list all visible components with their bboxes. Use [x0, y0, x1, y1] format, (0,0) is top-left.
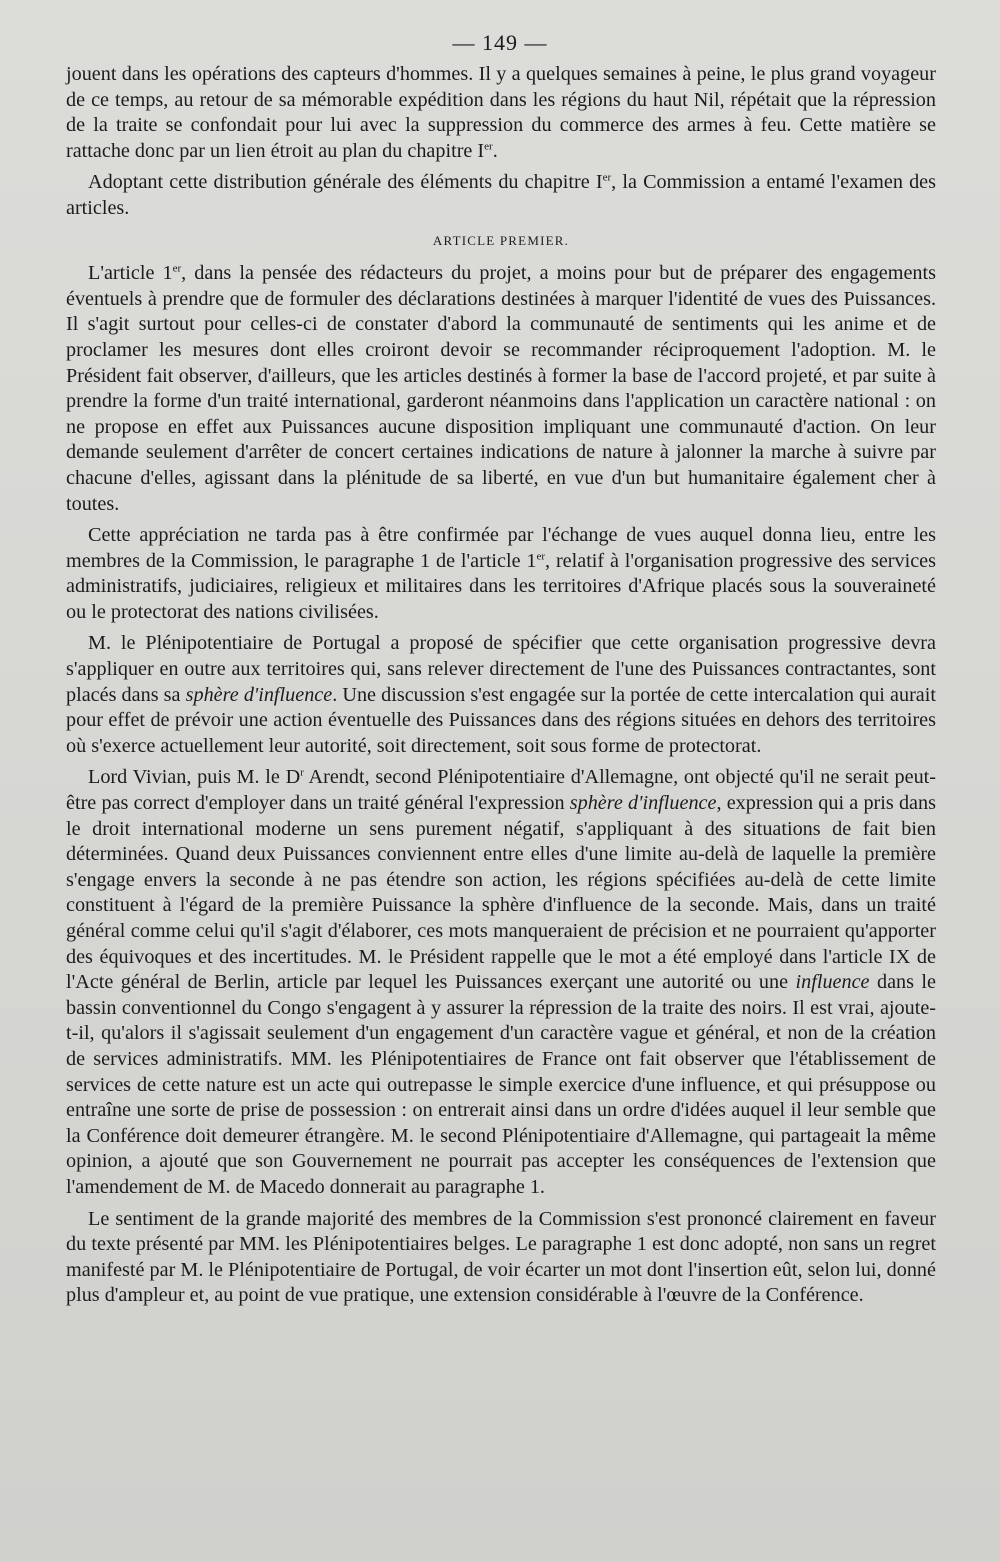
- paragraph-7-text: Le sentiment de la grande majorité des membres de la Commission s'est prononcé clairement en faveur du texte présenté par MM. les Plénipotentiaires belges. Le paragraphe 1 est donc adopté, non sans un regret manifesté par M. le Plénipotentiaire de Portugal, de voir écarter un mot dont l'insertion eût, selon lui, donné plus d'ampleur et, au point de vue pratique, une extension considérable à l'œuvre de la Conférence.: [66, 1207, 936, 1307]
- italic-term: influence: [795, 971, 870, 994]
- paragraph-4-text-a: Cette appréciation ne tarda pas à être confirmée par l'échange de vues auquel donna lieu, entre les membres de la Commission, le paragraphe 1 de l'article 1: [66, 524, 936, 572]
- paragraph-3-text-a: L'article 1: [88, 262, 173, 285]
- paragraph-2-text-a: Adoptant cette distribution générale des éléments du chapitre I: [88, 171, 603, 194]
- paragraph-2-text-b: , la Commission a entamé l'examen des articles.: [66, 171, 937, 219]
- paragraph-6: [66, 765, 936, 1200]
- superscript: er: [484, 140, 493, 153]
- paragraph-6-text-b: Arendt, second Plénipotentiaire d'Allemagne, ont objecté qu'il ne serait peut-être pas correct d'employer dans un traité général l'expression: [66, 766, 936, 815]
- paragraph-6-text-d: dans le bassin conventionnel du Congo s'engagent à y assurer la répression de la traite des noirs. Il est vrai, ajoute-t-il, qu'alors il s'agissait seulement d'un engagement d'un caractère vague et général, et non de la création de services administratifs. MM. les Plénipotentiaires de France ont fait observer que l'établissement de services de cette nature est un acte qui outrepasse le simple exercice d'une influence, et qui présuppose ou entraîne une sorte de prise de possession : on entrerait ainsi dans un ordre d'idées auquel il leur semble que la Conférence doit demeurer étrangère. M. le second Plénipotentiaire d'Allemagne, qui partageait la même opinion, a ajouté que son Gouvernement ne pourrait pas accepter les conséquences de l'extension que l'amendement de M. de Macedo donnerait au paragraphe 1.: [66, 971, 937, 1198]
- paragraph-1: [66, 62, 936, 164]
- paragraph-5-text-b: . Une discussion s'est engagée sur la portée de cette intercalation qui aurait pour effet de prévoir une action éventuelle des Puissances dans des régions situées en dehors des territoires où s'exerce actuellement leur autorité, soit directement, soit sous forme de protectorat.: [66, 683, 936, 757]
- paragraph-4: [66, 523, 936, 625]
- paragraph-1-text: jouent dans les opérations des capteurs d'hommes. Il y a quelques semaines à peine, le plus grand voyageur de ce temps, au retour de sa mémorable expédition dans les régions du haut Nil, répétait que la répression de la traite se confondait pour lui avec la suppression du commerce des armes à feu. Cette matière se rattache donc par un lien étroit au plan du chapitre I: [66, 63, 936, 162]
- paragraph-5: [66, 631, 936, 759]
- paragraph-7: [66, 1207, 936, 1309]
- paragraph-6-text-a: Lord Vivian, puis M. le D: [88, 766, 301, 789]
- superscript: er: [602, 171, 612, 184]
- paragraph-3-text-b: , dans la pensée des rédacteurs du projet, a moins pour but de préparer des engagements éventuels à prendre que de formuler des déclarations destinées à marquer l'identité de vues des Puissances. Il s'agit surtout pour celles-ci de constater d'abord la communauté de sentiments qui les anime et de proclamer les mesures dont elles croiront devoir se recommander réciproquement l'adoption. M. le Président fait observer, d'ailleurs, que les articles destinés à former la base de l'accord projeté, et par suite à prendre la forme d'un traité international, garderont néanmoins dans l'application un caractère national : on ne propose en effet aux Puissances aucune disposition impliquant une communauté d'action. On leur demande seulement d'arrêter de concert certaines indications de nature à jalonner la marche à suivre par chacune d'elles, agissant dans la plénitude de sa liberté, en vue d'un but humanitaire également cher à toutes.: [66, 262, 936, 515]
- paragraph-4-text-b: , relatif à l'organisation progressive des services administratifs, judiciaires, religieux et militaires dans les territoires d'Afrique placés sous la souveraineté ou le protectorat des nations civilisées.: [66, 549, 936, 623]
- article-heading: ARTICLE PREMIER.: [432, 232, 570, 248]
- paragraph-2: [66, 170, 936, 221]
- superscript: er: [536, 549, 546, 562]
- paragraph-5-text-a: M. le Plénipotentiaire de Portugal a proposé de spécifier que cette organisation progressive devra s'appliquer en outre aux territoires qui, sans relever directement de l'une des Puissances contractantes, sont placés dans sa: [66, 632, 936, 706]
- page-number: — 149 —: [452, 30, 548, 55]
- body-text: [66, 62, 936, 1315]
- italic-term: sphère d'influence: [185, 683, 333, 706]
- paragraph-1-end: .: [492, 139, 498, 162]
- superscript: er: [172, 262, 182, 275]
- italic-term: sphère d'influence: [569, 792, 717, 815]
- paragraph-3: [66, 261, 936, 517]
- paragraph-6-text-c: , expression qui a pris dans le droit international moderne un sens purement négatif, s'appliquant à des situations de fait bien déterminées. Quand deux Puissances conviennent entre elles d'une limite au-delà de laquelle la première s'engage envers la seconde à ne pas étendre son action, les régions spécifiées au-delà de cette limite constituent à l'égard de la première Puissance la sphère d'influence de la seconde. Mais, dans un traité général comme celui qu'il s'agit d'élaborer, ces mots manqueraient de précision et ne pourraient qu'apporter des équivoques et des incertitudes. M. le Président rappelle que le mot a été employé dans l'article IX de l'Acte général de Berlin, article par lequel les Puissances exerçant une autorité ou une: [66, 792, 936, 994]
- superscript: r: [300, 766, 304, 779]
